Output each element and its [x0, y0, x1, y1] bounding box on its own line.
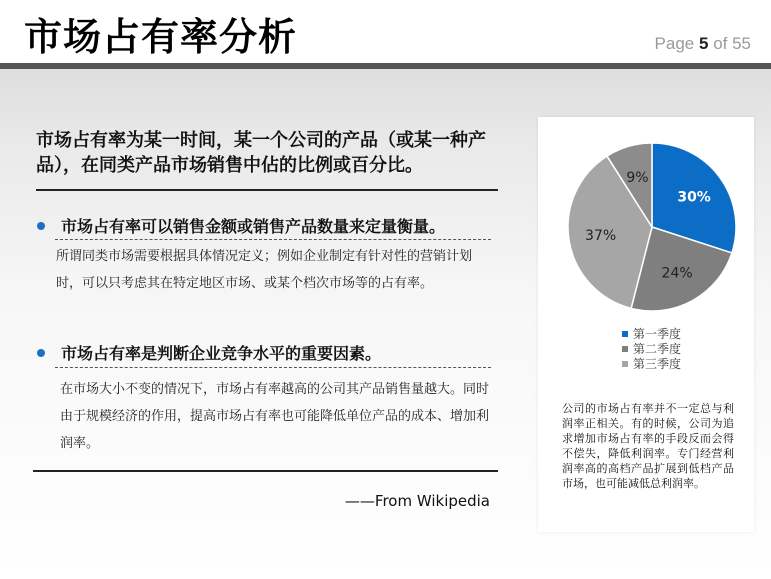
page-title: 市场占有率分析	[24, 14, 298, 59]
bullet-2-divider	[55, 367, 491, 368]
pie-label-4: 9%	[626, 170, 649, 186]
legend-item-2	[622, 342, 681, 357]
bullet-1-divider	[55, 239, 491, 240]
bullet-dot-icon	[37, 349, 45, 357]
bullet-1-title: 市场占有率可以销售金额或销售产品数量来定量衡量。	[61, 217, 446, 236]
bullet-dot-icon	[37, 222, 45, 230]
bullet-1-body: 所谓同类市场需要根据具体情况定义；例如企业制定有针对性的营销计划时，可以只考虑其在特定地区市场、或某个档次市场等的占有率。	[56, 249, 473, 291]
legend-label: 第二季度	[633, 342, 682, 356]
panel-note: 公司的市场占有率并不一定总与利润率正相关。有的时候，公司为追求增加市场占有率的手段反而会得不偿失，降低利润率。专门经营利润率高的高档产品扩展到低档产品市场，也可能减低总利润率。	[562, 402, 734, 490]
legend-swatch-icon	[622, 346, 628, 352]
legend-swatch-icon	[622, 331, 628, 337]
bullet-2-body: 在市场大小不变的情况下，市场占有率越高的公司其产品销售量越大。同时由于规模经济的作用，提高市场占有率也可能降低单位产品的成本、增加利润率。	[60, 382, 490, 451]
legend-item-3	[622, 357, 681, 372]
legend-item-1	[622, 327, 681, 342]
intro-divider	[36, 189, 498, 191]
bullet-1	[37, 214, 445, 237]
legend-swatch-icon	[622, 361, 628, 367]
page-prefix: Page	[654, 34, 695, 53]
legend-label: 第三季度	[633, 357, 682, 371]
pie-label-3: 37%	[585, 228, 617, 245]
header-divider	[0, 63, 771, 69]
pie-label-2: 24%	[661, 265, 693, 282]
bottom-divider	[33, 470, 498, 472]
chart-panel	[538, 117, 754, 532]
pie-label-1: 30%	[677, 189, 711, 206]
intro-text: 市场占有率为某一时间，某一个公司的产品（或某一种产品），在同类产品市场销售中佔的比例或百分比。	[36, 130, 486, 176]
page-total: of 55	[713, 34, 751, 53]
page-current: 5	[698, 34, 709, 53]
bullet-2	[37, 341, 381, 364]
chart-legend	[622, 327, 681, 372]
source-citation: ——From Wikipedia	[344, 492, 490, 510]
pie-chart	[564, 139, 740, 315]
page-indicator	[655, 34, 751, 54]
bullet-2-title: 市场占有率是判断企业竞争水平的重要因素。	[61, 344, 382, 363]
legend-label: 第一季度	[633, 327, 682, 341]
